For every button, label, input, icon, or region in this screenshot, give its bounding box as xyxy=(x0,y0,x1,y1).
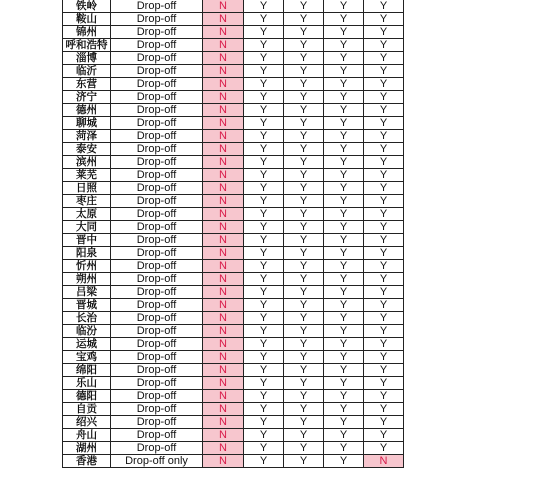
city-cell: 东营 xyxy=(63,78,111,91)
flag-cell-3: Y xyxy=(284,247,324,260)
flag-cell-3: Y xyxy=(284,403,324,416)
service-type-cell: Drop-off xyxy=(111,429,203,442)
flag-cell-5: Y xyxy=(364,260,404,273)
service-type-cell: Drop-off xyxy=(111,65,203,78)
flag-cell-5: Y xyxy=(364,52,404,65)
flag-cell-2: Y xyxy=(244,143,284,156)
table-row xyxy=(63,338,404,351)
flag-cell-1: N xyxy=(203,26,244,39)
service-type-cell: Drop-off xyxy=(111,117,203,130)
flag-cell-1: N xyxy=(203,338,244,351)
flag-cell-1: N xyxy=(203,0,244,13)
flag-cell-1: N xyxy=(203,104,244,117)
flag-cell-2: Y xyxy=(244,0,284,13)
service-type-cell: Drop-off xyxy=(111,260,203,273)
flag-cell-1: N xyxy=(203,143,244,156)
city-cell: 日照 xyxy=(63,182,111,195)
flag-cell-4: Y xyxy=(324,26,364,39)
flag-cell-2: Y xyxy=(244,416,284,429)
flag-cell-4: Y xyxy=(324,143,364,156)
flag-cell-1: N xyxy=(203,52,244,65)
table-row xyxy=(63,299,404,312)
flag-cell-2: Y xyxy=(244,247,284,260)
flag-cell-2: Y xyxy=(244,26,284,39)
table-row xyxy=(63,325,404,338)
service-type-cell: Drop-off xyxy=(111,143,203,156)
flag-cell-5: Y xyxy=(364,351,404,364)
flag-cell-2: Y xyxy=(244,117,284,130)
flag-cell-1: N xyxy=(203,429,244,442)
city-cell: 济宁 xyxy=(63,91,111,104)
city-cell: 泰安 xyxy=(63,143,111,156)
flag-cell-4: Y xyxy=(324,130,364,143)
city-cell: 乐山 xyxy=(63,377,111,390)
flag-cell-4: Y xyxy=(324,117,364,130)
flag-cell-2: Y xyxy=(244,351,284,364)
service-type-cell: Drop-off xyxy=(111,312,203,325)
flag-cell-2: Y xyxy=(244,78,284,91)
flag-cell-5: Y xyxy=(364,403,404,416)
table-row xyxy=(63,117,404,130)
flag-cell-1: N xyxy=(203,156,244,169)
city-cell: 鞍山 xyxy=(63,13,111,26)
flag-cell-5: Y xyxy=(364,273,404,286)
flag-cell-5: N xyxy=(364,455,404,468)
table-row xyxy=(63,156,404,169)
flag-cell-3: Y xyxy=(284,390,324,403)
service-type-cell: Drop-off xyxy=(111,169,203,182)
table-row xyxy=(63,442,404,455)
flag-cell-3: Y xyxy=(284,364,324,377)
city-cell: 临汾 xyxy=(63,325,111,338)
flag-cell-5: Y xyxy=(364,117,404,130)
table-row xyxy=(63,104,404,117)
table-row xyxy=(63,377,404,390)
flag-cell-4: Y xyxy=(324,286,364,299)
table-row xyxy=(63,416,404,429)
flag-cell-3: Y xyxy=(284,91,324,104)
service-type-cell: Drop-off xyxy=(111,208,203,221)
flag-cell-3: Y xyxy=(284,26,324,39)
flag-cell-4: Y xyxy=(324,221,364,234)
flag-cell-1: N xyxy=(203,442,244,455)
flag-cell-4: Y xyxy=(324,208,364,221)
flag-cell-2: Y xyxy=(244,195,284,208)
flag-cell-1: N xyxy=(203,169,244,182)
flag-cell-2: Y xyxy=(244,91,284,104)
flag-cell-4: Y xyxy=(324,416,364,429)
flag-cell-3: Y xyxy=(284,156,324,169)
flag-cell-4: Y xyxy=(324,442,364,455)
flag-cell-1: N xyxy=(203,117,244,130)
table-row xyxy=(63,208,404,221)
flag-cell-5: Y xyxy=(364,156,404,169)
flag-cell-5: Y xyxy=(364,429,404,442)
flag-cell-5: Y xyxy=(364,286,404,299)
table-row xyxy=(63,312,404,325)
flag-cell-3: Y xyxy=(284,325,324,338)
flag-cell-1: N xyxy=(203,65,244,78)
flag-cell-1: N xyxy=(203,260,244,273)
city-cell: 太原 xyxy=(63,208,111,221)
flag-cell-1: N xyxy=(203,273,244,286)
table-row xyxy=(63,130,404,143)
service-type-cell: Drop-off only xyxy=(111,455,203,468)
service-type-cell: Drop-off xyxy=(111,299,203,312)
city-cell: 铁岭 xyxy=(63,0,111,13)
service-type-cell: Drop-off xyxy=(111,286,203,299)
flag-cell-3: Y xyxy=(284,39,324,52)
city-cell: 自贡 xyxy=(63,403,111,416)
flag-cell-2: Y xyxy=(244,156,284,169)
flag-cell-3: Y xyxy=(284,338,324,351)
flag-cell-4: Y xyxy=(324,182,364,195)
table-row xyxy=(63,351,404,364)
table-row xyxy=(63,403,404,416)
flag-cell-5: Y xyxy=(364,13,404,26)
service-type-cell: Drop-off xyxy=(111,52,203,65)
flag-cell-4: Y xyxy=(324,299,364,312)
service-type-cell: Drop-off xyxy=(111,442,203,455)
city-cell: 锦州 xyxy=(63,26,111,39)
flag-cell-5: Y xyxy=(364,143,404,156)
flag-cell-2: Y xyxy=(244,39,284,52)
flag-cell-1: N xyxy=(203,78,244,91)
service-type-cell: Drop-off xyxy=(111,130,203,143)
flag-cell-2: Y xyxy=(244,273,284,286)
flag-cell-5: Y xyxy=(364,221,404,234)
flag-cell-4: Y xyxy=(324,169,364,182)
table-row xyxy=(63,221,404,234)
flag-cell-5: Y xyxy=(364,364,404,377)
flag-cell-4: Y xyxy=(324,338,364,351)
flag-cell-4: Y xyxy=(324,39,364,52)
flag-cell-2: Y xyxy=(244,377,284,390)
table-row xyxy=(63,143,404,156)
flag-cell-5: Y xyxy=(364,442,404,455)
flag-cell-3: Y xyxy=(284,52,324,65)
city-cell: 临沂 xyxy=(63,65,111,78)
flag-cell-5: Y xyxy=(364,299,404,312)
flag-cell-5: Y xyxy=(364,390,404,403)
flag-cell-1: N xyxy=(203,364,244,377)
service-type-cell: Drop-off xyxy=(111,78,203,91)
table-row xyxy=(63,260,404,273)
flag-cell-1: N xyxy=(203,416,244,429)
flag-cell-1: N xyxy=(203,208,244,221)
flag-cell-4: Y xyxy=(324,234,364,247)
flag-cell-4: Y xyxy=(324,247,364,260)
flag-cell-4: Y xyxy=(324,455,364,468)
flag-cell-3: Y xyxy=(284,312,324,325)
service-type-cell: Drop-off xyxy=(111,195,203,208)
city-cell: 宝鸡 xyxy=(63,351,111,364)
flag-cell-4: Y xyxy=(324,91,364,104)
flag-cell-1: N xyxy=(203,286,244,299)
flag-cell-2: Y xyxy=(244,286,284,299)
flag-cell-4: Y xyxy=(324,390,364,403)
table-row xyxy=(63,273,404,286)
flag-cell-2: Y xyxy=(244,299,284,312)
city-cell: 晋中 xyxy=(63,234,111,247)
flag-cell-2: Y xyxy=(244,65,284,78)
flag-cell-1: N xyxy=(203,221,244,234)
flag-cell-4: Y xyxy=(324,13,364,26)
flag-cell-4: Y xyxy=(324,0,364,13)
table-row xyxy=(63,39,404,52)
flag-cell-1: N xyxy=(203,403,244,416)
flag-cell-4: Y xyxy=(324,273,364,286)
flag-cell-1: N xyxy=(203,351,244,364)
table-row xyxy=(63,169,404,182)
flag-cell-5: Y xyxy=(364,0,404,13)
flag-cell-2: Y xyxy=(244,130,284,143)
flag-cell-1: N xyxy=(203,91,244,104)
table-row xyxy=(63,78,404,91)
flag-cell-5: Y xyxy=(364,26,404,39)
flag-cell-1: N xyxy=(203,377,244,390)
service-type-cell: Drop-off xyxy=(111,338,203,351)
service-type-cell: Drop-off xyxy=(111,377,203,390)
flag-cell-3: Y xyxy=(284,13,324,26)
table-row xyxy=(63,65,404,78)
flag-cell-5: Y xyxy=(364,130,404,143)
city-cell: 舟山 xyxy=(63,429,111,442)
flag-cell-4: Y xyxy=(324,312,364,325)
flag-cell-3: Y xyxy=(284,429,324,442)
city-cell: 枣庄 xyxy=(63,195,111,208)
flag-cell-2: Y xyxy=(244,403,284,416)
flag-cell-4: Y xyxy=(324,351,364,364)
city-cell: 呼和浩特 xyxy=(63,39,111,52)
service-type-cell: Drop-off xyxy=(111,364,203,377)
service-type-cell: Drop-off xyxy=(111,13,203,26)
flag-cell-2: Y xyxy=(244,429,284,442)
flag-cell-2: Y xyxy=(244,364,284,377)
flag-cell-4: Y xyxy=(324,364,364,377)
flag-cell-2: Y xyxy=(244,208,284,221)
flag-cell-5: Y xyxy=(364,91,404,104)
flag-cell-5: Y xyxy=(364,312,404,325)
flag-cell-3: Y xyxy=(284,78,324,91)
flag-cell-1: N xyxy=(203,182,244,195)
flag-cell-2: Y xyxy=(244,455,284,468)
flag-cell-4: Y xyxy=(324,65,364,78)
flag-cell-5: Y xyxy=(364,195,404,208)
flag-cell-1: N xyxy=(203,325,244,338)
table-row xyxy=(63,234,404,247)
service-type-cell: Drop-off xyxy=(111,325,203,338)
flag-cell-3: Y xyxy=(284,286,324,299)
flag-cell-3: Y xyxy=(284,234,324,247)
flag-cell-2: Y xyxy=(244,221,284,234)
city-cell: 莱芜 xyxy=(63,169,111,182)
flag-cell-3: Y xyxy=(284,104,324,117)
flag-cell-3: Y xyxy=(284,65,324,78)
service-type-cell: Drop-off xyxy=(111,182,203,195)
flag-cell-2: Y xyxy=(244,390,284,403)
service-type-cell: Drop-off xyxy=(111,247,203,260)
flag-cell-5: Y xyxy=(364,377,404,390)
table-row xyxy=(63,247,404,260)
flag-cell-5: Y xyxy=(364,65,404,78)
table-row xyxy=(63,0,404,13)
flag-cell-3: Y xyxy=(284,273,324,286)
flag-cell-2: Y xyxy=(244,234,284,247)
service-type-cell: Drop-off xyxy=(111,403,203,416)
service-type-cell: Drop-off xyxy=(111,0,203,13)
flag-cell-2: Y xyxy=(244,442,284,455)
city-cell: 运城 xyxy=(63,338,111,351)
flag-cell-1: N xyxy=(203,130,244,143)
service-type-cell: Drop-off xyxy=(111,104,203,117)
flag-cell-1: N xyxy=(203,234,244,247)
flag-cell-3: Y xyxy=(284,416,324,429)
flag-cell-2: Y xyxy=(244,104,284,117)
flag-cell-4: Y xyxy=(324,78,364,91)
flag-cell-1: N xyxy=(203,39,244,52)
city-cell: 忻州 xyxy=(63,260,111,273)
availability-table xyxy=(62,0,404,468)
flag-cell-3: Y xyxy=(284,182,324,195)
service-type-cell: Drop-off xyxy=(111,273,203,286)
flag-cell-5: Y xyxy=(364,208,404,221)
city-cell: 德州 xyxy=(63,104,111,117)
flag-cell-3: Y xyxy=(284,377,324,390)
flag-cell-1: N xyxy=(203,455,244,468)
flag-cell-3: Y xyxy=(284,221,324,234)
city-cell: 阳泉 xyxy=(63,247,111,260)
flag-cell-5: Y xyxy=(364,234,404,247)
flag-cell-2: Y xyxy=(244,13,284,26)
flag-cell-4: Y xyxy=(324,104,364,117)
flag-cell-3: Y xyxy=(284,143,324,156)
flag-cell-5: Y xyxy=(364,338,404,351)
service-type-cell: Drop-off xyxy=(111,156,203,169)
flag-cell-4: Y xyxy=(324,325,364,338)
flag-cell-2: Y xyxy=(244,182,284,195)
flag-cell-4: Y xyxy=(324,429,364,442)
flag-cell-4: Y xyxy=(324,403,364,416)
flag-cell-3: Y xyxy=(284,299,324,312)
city-cell: 湖州 xyxy=(63,442,111,455)
service-type-cell: Drop-off xyxy=(111,234,203,247)
table-row xyxy=(63,91,404,104)
city-cell: 香港 xyxy=(63,455,111,468)
service-type-cell: Drop-off xyxy=(111,39,203,52)
service-type-cell: Drop-off xyxy=(111,416,203,429)
flag-cell-5: Y xyxy=(364,182,404,195)
flag-cell-4: Y xyxy=(324,260,364,273)
flag-cell-5: Y xyxy=(364,104,404,117)
flag-cell-2: Y xyxy=(244,260,284,273)
flag-cell-5: Y xyxy=(364,416,404,429)
city-cell: 淄博 xyxy=(63,52,111,65)
flag-cell-2: Y xyxy=(244,169,284,182)
city-cell: 菏泽 xyxy=(63,130,111,143)
table-row xyxy=(63,364,404,377)
flag-cell-4: Y xyxy=(324,377,364,390)
table-row xyxy=(63,26,404,39)
city-cell: 晋城 xyxy=(63,299,111,312)
flag-cell-1: N xyxy=(203,195,244,208)
flag-cell-2: Y xyxy=(244,312,284,325)
flag-cell-3: Y xyxy=(284,130,324,143)
flag-cell-5: Y xyxy=(364,39,404,52)
service-type-cell: Drop-off xyxy=(111,351,203,364)
city-cell: 绍兴 xyxy=(63,416,111,429)
flag-cell-5: Y xyxy=(364,78,404,91)
city-cell: 朔州 xyxy=(63,273,111,286)
flag-cell-1: N xyxy=(203,13,244,26)
flag-cell-1: N xyxy=(203,247,244,260)
city-cell: 滨州 xyxy=(63,156,111,169)
flag-cell-2: Y xyxy=(244,338,284,351)
service-type-cell: Drop-off xyxy=(111,26,203,39)
flag-cell-3: Y xyxy=(284,117,324,130)
flag-cell-5: Y xyxy=(364,325,404,338)
city-cell: 绵阳 xyxy=(63,364,111,377)
table-body xyxy=(63,0,404,468)
table-row xyxy=(63,195,404,208)
service-type-cell: Drop-off xyxy=(111,390,203,403)
city-cell: 吕梁 xyxy=(63,286,111,299)
table-row xyxy=(63,52,404,65)
flag-cell-1: N xyxy=(203,299,244,312)
service-type-cell: Drop-off xyxy=(111,221,203,234)
flag-cell-2: Y xyxy=(244,52,284,65)
flag-cell-3: Y xyxy=(284,0,324,13)
flag-cell-3: Y xyxy=(284,208,324,221)
flag-cell-3: Y xyxy=(284,169,324,182)
flag-cell-1: N xyxy=(203,312,244,325)
table-row xyxy=(63,390,404,403)
table-row xyxy=(63,13,404,26)
table-row xyxy=(63,182,404,195)
flag-cell-3: Y xyxy=(284,442,324,455)
city-cell: 聊城 xyxy=(63,117,111,130)
city-cell: 德阳 xyxy=(63,390,111,403)
city-cell: 长治 xyxy=(63,312,111,325)
flag-cell-4: Y xyxy=(324,52,364,65)
table-row xyxy=(63,286,404,299)
flag-cell-5: Y xyxy=(364,169,404,182)
flag-cell-3: Y xyxy=(284,351,324,364)
flag-cell-3: Y xyxy=(284,455,324,468)
flag-cell-3: Y xyxy=(284,195,324,208)
flag-cell-3: Y xyxy=(284,260,324,273)
table-row xyxy=(63,429,404,442)
city-cell: 大同 xyxy=(63,221,111,234)
service-type-cell: Drop-off xyxy=(111,91,203,104)
flag-cell-5: Y xyxy=(364,247,404,260)
flag-cell-4: Y xyxy=(324,156,364,169)
flag-cell-1: N xyxy=(203,390,244,403)
flag-cell-4: Y xyxy=(324,195,364,208)
table-row xyxy=(63,455,404,468)
flag-cell-2: Y xyxy=(244,325,284,338)
